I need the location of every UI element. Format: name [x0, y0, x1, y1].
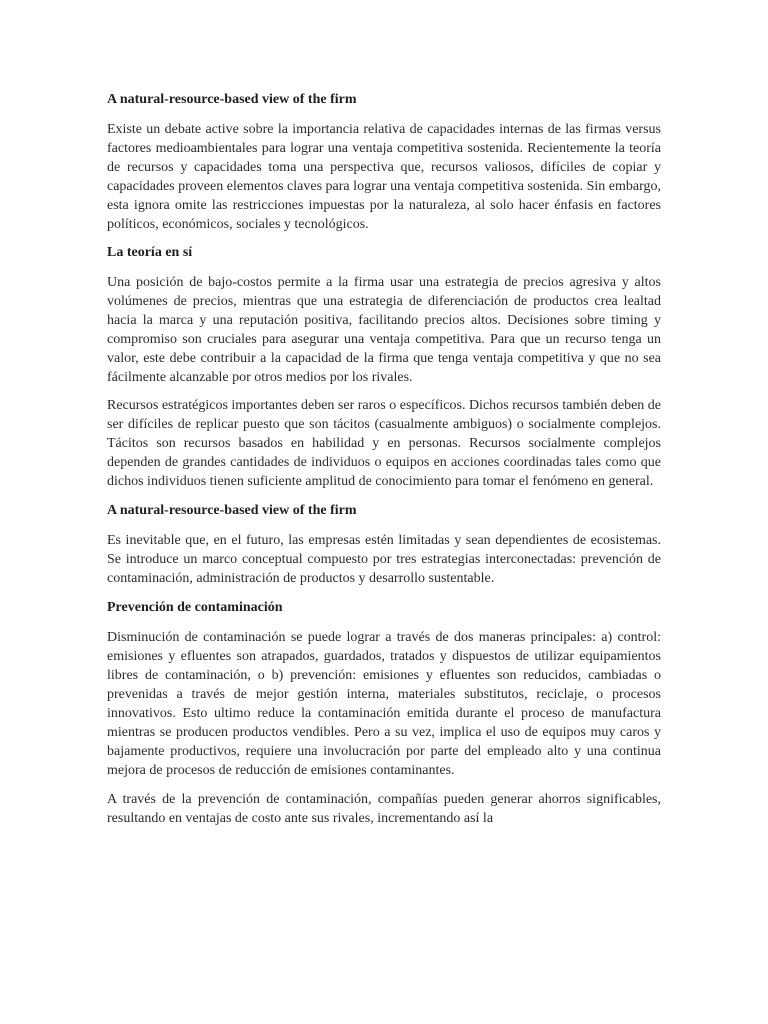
section-heading: A natural-resource-based view of the firm — [107, 92, 357, 107]
body-paragraph: Disminución de contaminación se puede lograr a través de dos maneras principales: a) control: emisiones y efluentes son atrapados, guardados, tratados y dispuestos de utilizar equipamientos libres de contaminación, o b) prevención: emisiones y efluentes son reducidos, cambiadas o prevenidas a través de mejor gestión interna, materiales substitutos, reciclaje, o procesos innovativos. Esto ultimo reduce la contaminación emitida durante el proceso de manufactura mientras se producen productos vendibles. Pero a su vez, implica el uso de equipos muy caros y bajamente productivos, requiere una involucración por parte del empleado alto y una continua mejora de procesos de reducción de emisiones contaminantes. — [107, 630, 661, 778]
body-paragraph: Existe un debate active sobre la importancia relativa de capacidades internas de las firmas versus factores medioambientales para lograr una ventaja competitiva sostenida. Recientemente la teoría de recursos y capacidades toma una perspectiva que, recursos valiosos, difíciles de copiar y capacidades proveen elementos claves para lograr una ventaja competitiva sostenida. Sin embargo, esta ignora omite las restricciones impuestas por la naturaleza, al solo hacer énfasis en factores políticos, económicos, sociales y tecnológicos. — [107, 122, 661, 232]
body-paragraph: Recursos estratégicos importantes deben ser raros o específicos. Dichos recursos también deben de ser difíciles de replicar puesto que son tácitos (casualmente ambiguos) o socialmente complejos. Tácitos son recursos basados en habilidad y en personas. Recursos socialmente complejos dependen de grandes cantidades de individuos o equipos en acciones coordinadas tales como que dichos individuos tienen suficiente amplitud de conocimiento para tomar el fenómeno en general. — [107, 398, 661, 489]
section-heading: Prevención de contaminación — [107, 600, 283, 615]
section-heading: A natural-resource-based view of the firm — [107, 503, 357, 518]
body-paragraph: Una posición de bajo-costos permite a la firma usar una estrategia de precios agresiva y altos volúmenes de precios, mientras que una estrategia de diferenciación de productos crea lealtad hacia la marca y una reputación positiva, facilitando precios altos. Decisiones sobre timing y compromiso son cruciales para asegurar una ventaja competitiva. Para que un recurso tenga un valor, este debe contribuir a la capacidad de la firma que tenga ventaja competitiva y que no sea fácilmente alcanzable por otros medios por los rivales. — [107, 275, 661, 385]
document-page — [107, 90, 661, 838]
body-paragraph: Es inevitable que, en el futuro, las empresas estén limitadas y sean dependientes de ecosistemas. Se introduce un marco conceptual compuesto por tres estrategias interconectadas: prevención de contaminación, administración de productos y desarrollo sustentable. — [107, 533, 661, 586]
body-paragraph: A través de la prevención de contaminación, compañías pueden generar ahorros significables, resultando en ventajas de costo ante sus rivales, incrementando así la — [107, 792, 661, 826]
section-heading: La teoría en sí — [107, 245, 193, 260]
